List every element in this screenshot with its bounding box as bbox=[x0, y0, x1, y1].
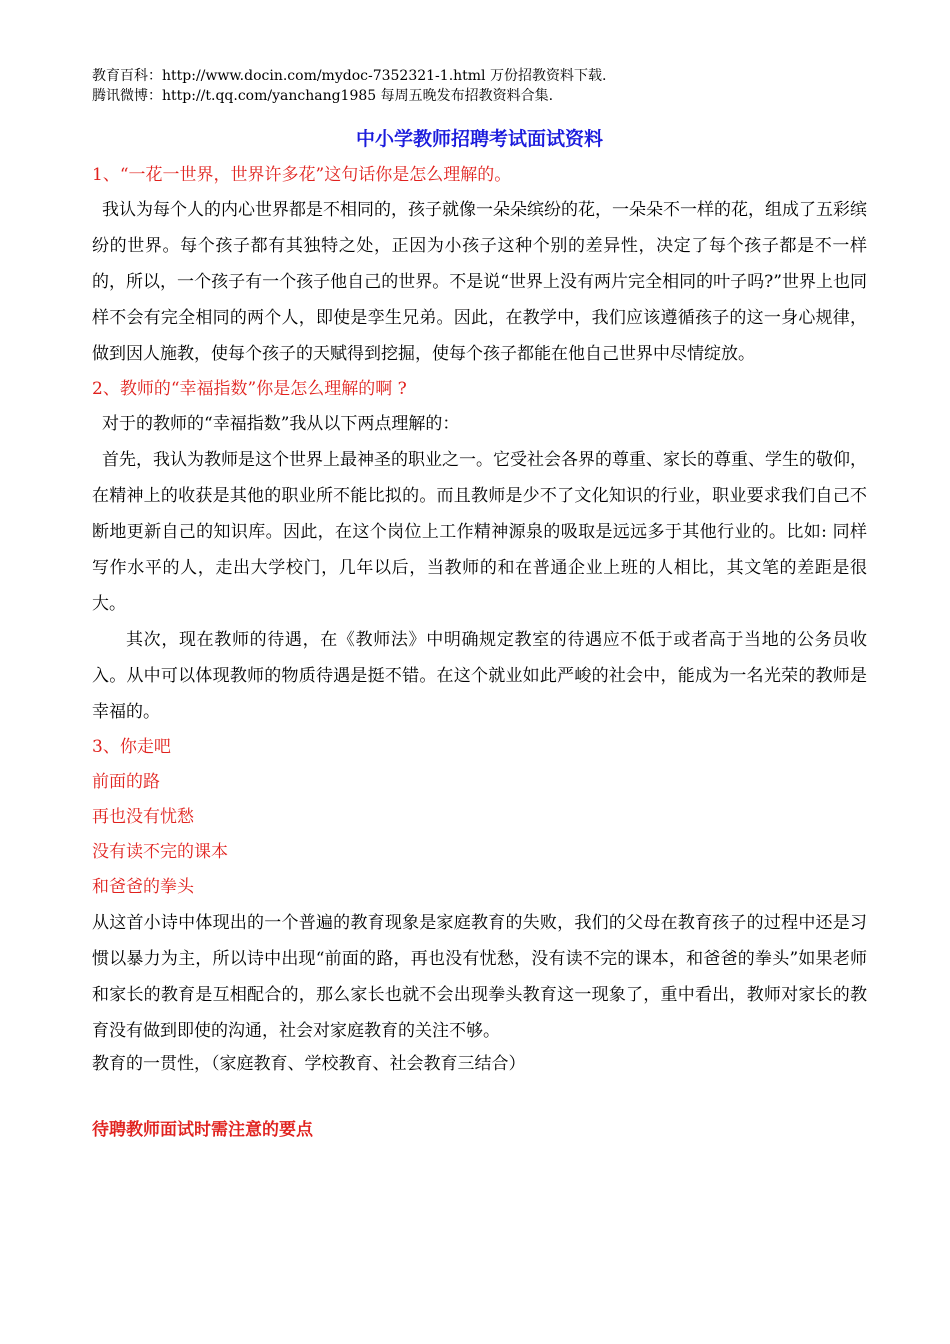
answer-1: 我认为每个人的内心世界都是不相同的，孩子就像一朵朵缤纷的花，一朵朵不一样的花，组成了五彩缤纷的世界。每个孩子都有其独特之处，正因为小孩子这种个别的差异性，决定了每个孩子都是不一样的，所以，一个孩子有一个孩子他自己的世界。不是说“世界上没有两片完全相同的叶子吗?”世界上也同样不会有完全相同的两个人，即使是孪生兄弟。因此，在教学中，我们应该遵循孩子的这一身心规律，做到因人施教，使每个孩子的天赋得到挖掘，使每个孩子都能在他自己世界中尽情绽放。 bbox=[92, 200, 867, 364]
answer-2-intro: 对于的教师的“幸福指数”我从以下两点理解的： bbox=[102, 414, 460, 434]
header-line-2: 腾讯微博：http://t.qq.com/yanchang1985 每周五晚发布招教资料合集. bbox=[92, 88, 554, 104]
document-title: 中小学教师招聘考试面试资料 bbox=[355, 128, 603, 150]
answer-3: 从这首小诗中体现出的一个普遍的教育现象是家庭教育的失败，我们的父母在教育孩子的过程中还是习惯以暴力为主，所以诗中出现“前面的路，再也没有忧愁，没有读不完的课本，和爸爸的拳头”如果老师和家长的教育是互相配合的，那么家长也就不会出现拳头教育这一现象了，重中看出，教师对家长的教育没有做到即使的沟通，社会对家庭教育的关注不够。 bbox=[92, 913, 867, 1041]
question-2: 2、教师的“幸福指数”你是怎么理解的啊 ? bbox=[92, 379, 407, 399]
poem-line: 再也没有忧愁 bbox=[92, 807, 194, 827]
answer-3-note: 教育的一贯性，（家庭教育、学校教育、社会教育三结合） bbox=[92, 1054, 526, 1074]
question-3-line: 3、你走吧 bbox=[92, 737, 171, 757]
poem-line: 没有读不完的课本 bbox=[92, 842, 228, 862]
header-line-1: 教育百科：http://www.docin.com/mydoc-7352321-1.html 万份招教资料下载. bbox=[92, 68, 607, 84]
document-page bbox=[92, 66, 867, 1145]
answer-2-para-1: 首先，我认为教师是这个世界上最神圣的职业之一。它受社会各界的尊重、家长的尊重、学生的敬仰，在精神上的收获是其他的职业所不能比拟的。而且教师是少不了文化知识的行业，职业要求我们自己不断地更新自己的知识库。因此，在这个岗位上工作精神源泉的吸取是远远多于其他行业的。比如: 同样写作水平的人，走出大学校门，几年以后，当教师的和在普通企业上班的人相比，其文笔的差距是很大。 bbox=[92, 450, 867, 614]
answer-2-para-2: 其次，现在教师的待遇，在《教师法》中明确规定教室的待遇应不低于或者高于当地的公务员收入。从中可以体现教师的物质待遇是挺不错。在这个就业如此严峻的社会中，能成为一名光荣的教师是幸福的。 bbox=[92, 630, 867, 722]
section-title: 待聘教师面试时需注意的要点 bbox=[92, 1120, 313, 1140]
question-1: 1、“一花一世界，世界许多花”这句话你是怎么理解的。 bbox=[92, 165, 512, 185]
poem-line: 和爸爸的拳头 bbox=[92, 877, 194, 897]
poem-line: 前面的路 bbox=[92, 772, 160, 792]
